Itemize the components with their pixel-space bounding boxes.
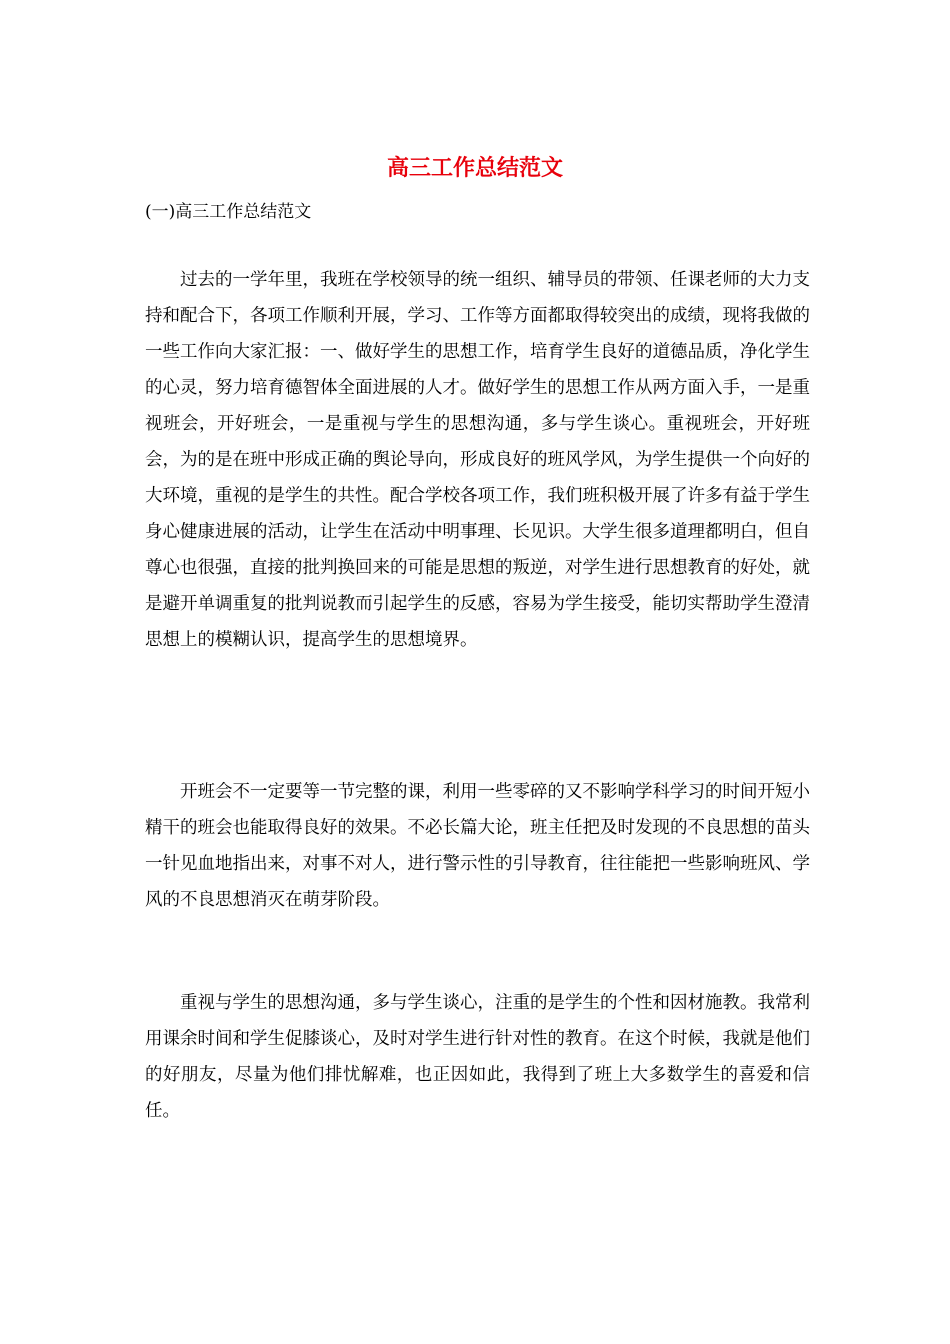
paragraph-1: 过去的一学年里，我班在学校领导的统一组织、辅导员的带领、任课老师的大力支持和配合下，各项工作顺利开展，学习、工作等方面都取得较突出的成绩，现将我做的一些工作向大家汇报：一、做好学生的思想工作，培育学生良好的道德品质，净化学生的心灵，努力培育德智体全面进展的人才。做好学生的思想工作从两方面入手，一是重视班会，开好班会，一是重视与学生的思想沟通，多与学生谈心。重视班会，开好班会，为的是在班中形成正确的舆论导向，形成良好的班风学风，为学生提供一个向好的大环境，重视的是学生的共性。配合学校各项工作，我们班积极开展了许多有益于学生身心健康进展的活动，让学生在活动中明事理、长见识。大学生很多道理都明白，但自尊心也很强，直接的批判换回来的可能是思想的叛逆，对学生进行思想教育的好处，就是避开单调重复的批判说教而引起学生的反感，容易为学生接受，能切实帮助学生澄清思想上的模糊认识，提高学生的思想境界。: [145, 270, 810, 650]
paragraph-2: 开班会不一定要等一节完整的课，利用一些零碎的又不影响学科学习的时间开短小精干的班会也能取得良好的效果。不必长篇大论，班主任把及时发现的不良思想的苗头一针见血地指出来，对事不对人，进行警示性的引导教育，往往能把一些影响班风、学风的不良思想消灭在萌芽阶段。: [145, 782, 810, 910]
document-subtitle: (一)高三工作总结范文: [145, 202, 312, 222]
document-title: 高三工作总结范文: [386, 155, 563, 181]
paragraph-3: 重视与学生的思想沟通，多与学生谈心，注重的是学生的个性和因材施教。我常利用课余时间和学生促膝谈心，及时对学生进行针对性的教育。在这个时候，我就是他们的好朋友，尽量为他们排忧解难，也正因如此，我得到了班上大多数学生的喜爱和信任。: [145, 993, 810, 1121]
